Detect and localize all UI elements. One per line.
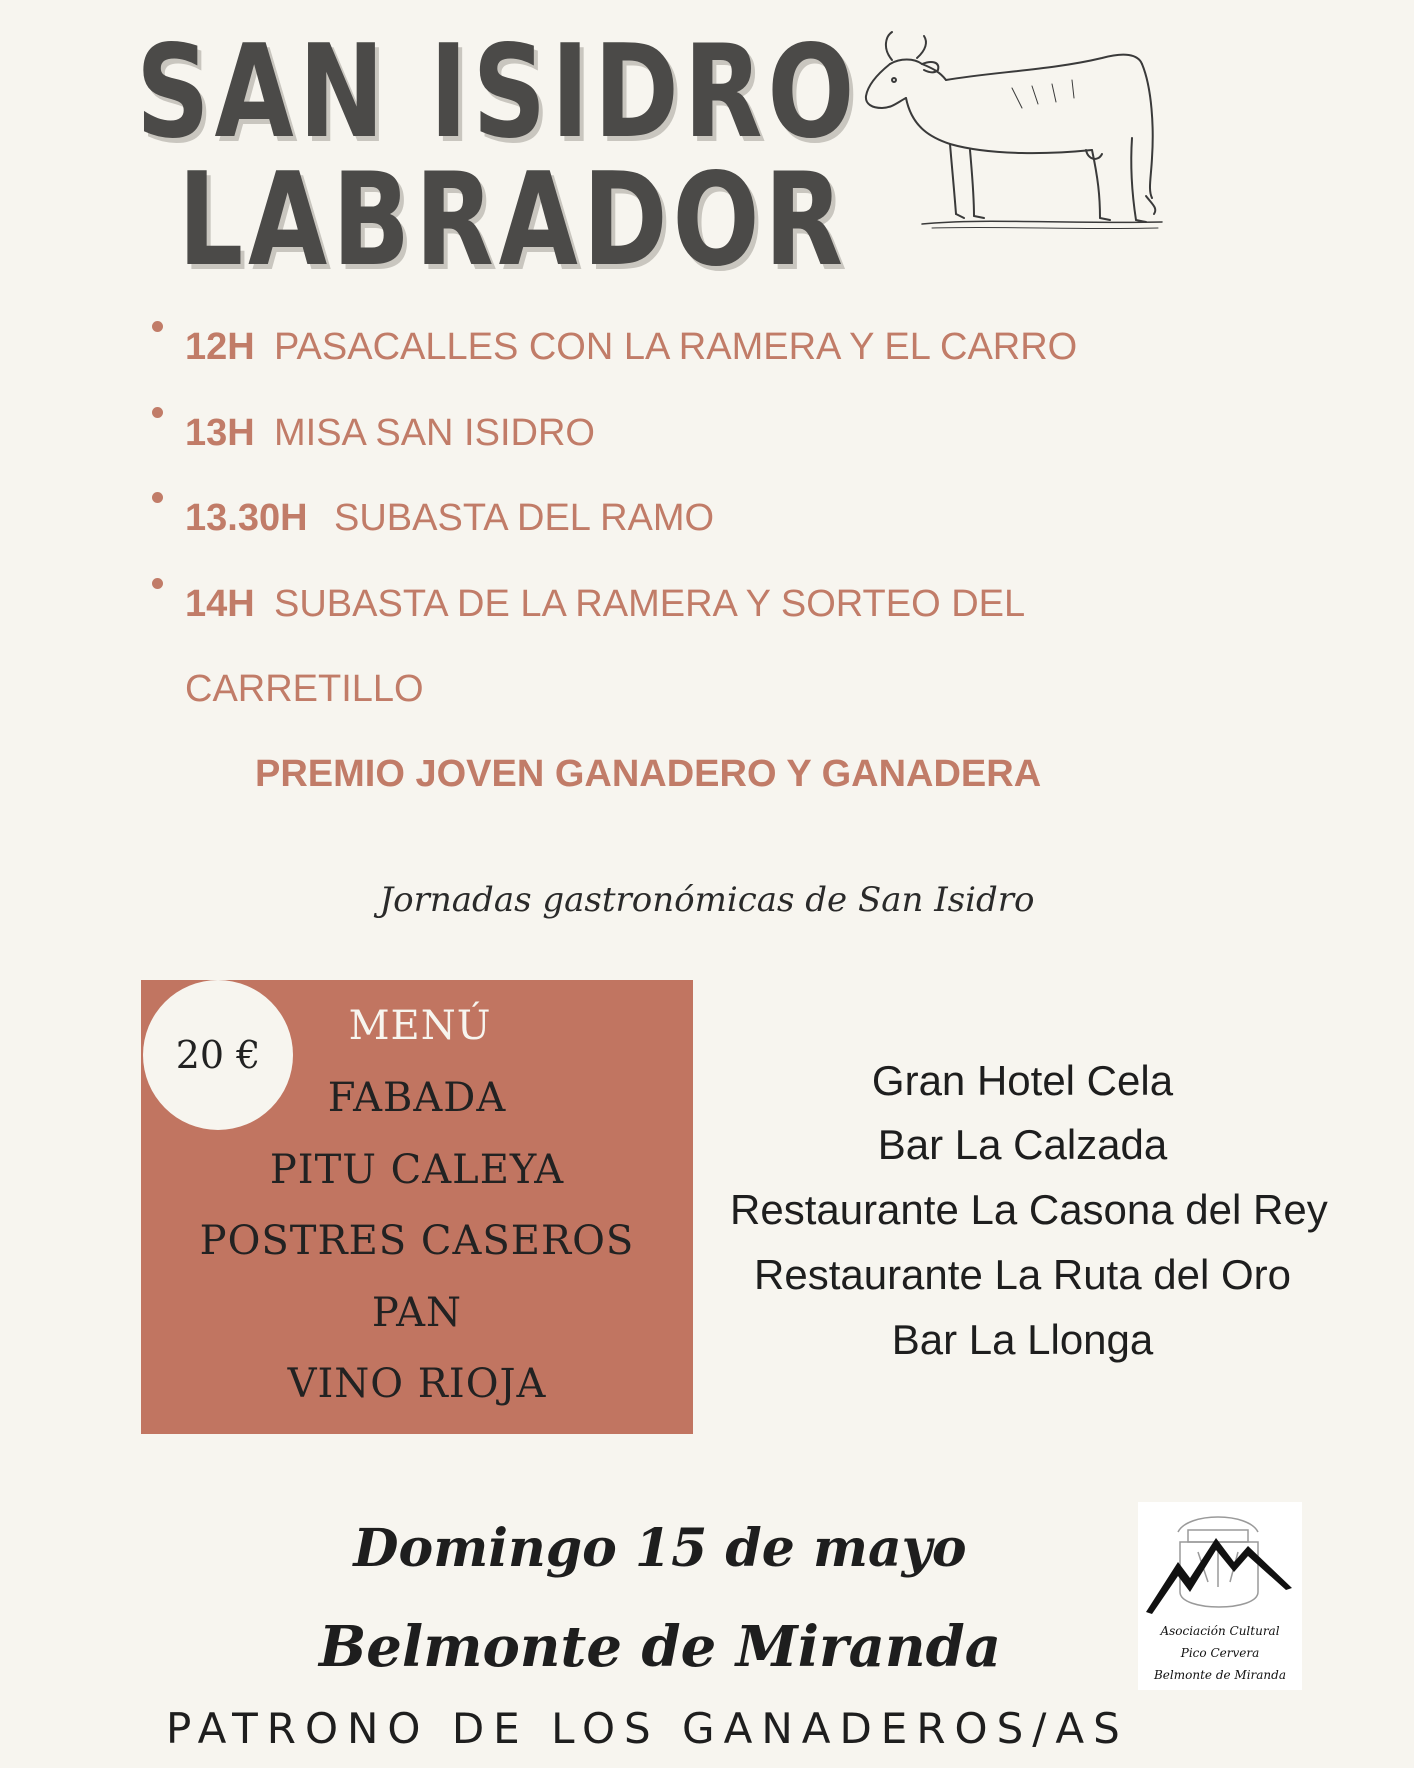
- schedule-time: 13H: [185, 412, 255, 454]
- menu-title: MENÚ: [348, 1003, 492, 1049]
- schedule-event: PASACALLES CON LA RAMERA Y EL CARRO: [274, 326, 1078, 368]
- event-date: Domingo 15 de mayo: [353, 1518, 967, 1579]
- schedule-event: SUBASTA DEL RAMO: [334, 497, 715, 539]
- restaurant-name: Bar La Llonga: [891, 1316, 1154, 1363]
- price-badge: 20 €: [143, 980, 293, 1130]
- logo-line: Asociación Cultural: [1160, 1624, 1280, 1638]
- restaurant-name: Gran Hotel Cela: [871, 1057, 1174, 1104]
- cow-icon: [862, 28, 1174, 242]
- award-heading: PREMIO JOVEN GANADERO Y GANADERA: [255, 753, 1042, 795]
- patron-text: PATRONO DE LOS GANADEROS/AS: [166, 1704, 1129, 1753]
- menu-item: VINO RIOJA: [287, 1361, 547, 1407]
- schedule-event: SUBASTA DE LA RAMERA Y SORTEO DEL: [274, 583, 1026, 625]
- logo-line: Pico Cervera: [1180, 1646, 1260, 1660]
- mountain-crest-icon: [1138, 1502, 1302, 1622]
- menu-item: PITU CALEYA: [269, 1147, 565, 1193]
- logo-line: Belmonte de Miranda: [1153, 1668, 1286, 1682]
- restaurant-name: Bar La Calzada: [877, 1121, 1168, 1168]
- title-line-1: SAN ISIDRO: [136, 18, 860, 167]
- schedule-time: 13.30H: [185, 497, 308, 539]
- menu-item: PAN: [371, 1290, 463, 1336]
- event-place: Belmonte de Miranda: [318, 1614, 1002, 1680]
- restaurant-name: Restaurante La Ruta del Oro: [754, 1251, 1291, 1298]
- bullet-icon: [152, 578, 163, 589]
- association-logo: [1138, 1502, 1302, 1690]
- menu-item: POSTRES CASEROS: [199, 1218, 635, 1264]
- bullet-icon: [152, 492, 163, 503]
- schedule-event-continuation: CARRETILLO: [185, 668, 424, 710]
- title-line-2: LABRADOR: [178, 146, 848, 295]
- schedule-time: 12H: [185, 326, 255, 368]
- gastro-title: Jornadas gastronómicas de San Isidro: [379, 880, 1035, 920]
- schedule-event: MISA SAN ISIDRO: [274, 412, 595, 454]
- bullet-icon: [152, 407, 163, 418]
- bullet-icon: [152, 321, 163, 332]
- schedule-time: 14H: [185, 583, 255, 625]
- restaurant-name: Restaurante La Casona del Rey: [730, 1186, 1328, 1233]
- menu-item: FABADA: [327, 1075, 507, 1121]
